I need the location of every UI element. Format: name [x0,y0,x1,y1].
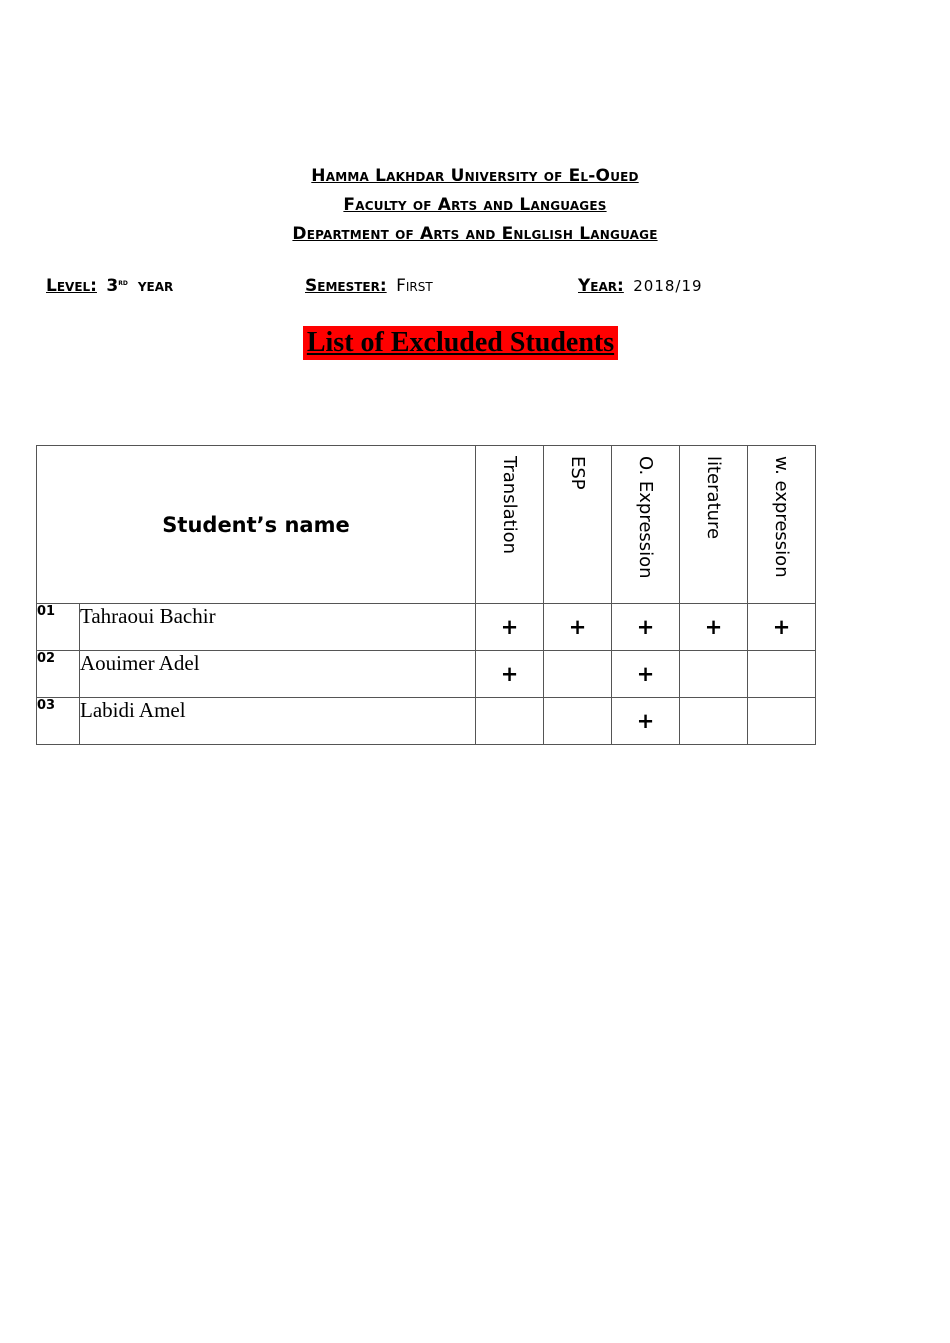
exclusion-mark [680,651,748,698]
subject-label: O. Expression [635,456,657,579]
year-label: Year: [578,276,624,296]
subject-label: Translation [499,456,521,555]
exclusion-mark: + [476,604,544,651]
year-field [578,276,703,296]
semester-value: First [396,276,433,296]
table-row [37,651,816,698]
excluded-students-table [36,445,816,745]
level-suffix: rd [118,278,128,288]
exclusion-mark: + [612,604,680,651]
semester-field [305,276,433,296]
student-name: Tahraoui Bachir [80,604,476,651]
row-number: 01 [37,604,80,651]
page-title: List of Excluded Students [303,326,618,360]
subject-header-literature [680,446,748,604]
table-header-row [37,446,816,604]
exclusion-mark [476,698,544,745]
exclusion-mark: + [612,698,680,745]
exclusion-mark: + [748,604,816,651]
exclusion-mark: + [476,651,544,698]
exclusion-mark [748,698,816,745]
subject-header-written-expression [748,446,816,604]
level-label: Level: [46,276,97,296]
exclusion-mark: + [680,604,748,651]
meta-row [0,276,950,302]
row-number: 03 [37,698,80,745]
subject-header-translation [476,446,544,604]
table-row [37,698,816,745]
level-number: 3 [106,276,119,296]
subject-label: w. expression [771,456,793,578]
semester-label: Semester: [305,276,387,296]
level-field [46,276,173,296]
exclusion-mark [748,651,816,698]
exclusion-mark [544,651,612,698]
student-name: Aouimer Adel [80,651,476,698]
year-value: 2018/19 [633,277,703,295]
university-name: Hamma Lakhdar University of El-Oued [311,166,639,186]
row-number: 02 [37,651,80,698]
subject-header-esp [544,446,612,604]
faculty-name: Faculty of Arts and Languages [343,195,607,215]
subject-label: ESP [567,456,589,490]
exclusion-mark: + [612,651,680,698]
exclusion-mark: + [544,604,612,651]
table-row [37,604,816,651]
exclusion-mark [680,698,748,745]
student-name: Labidi Amel [80,698,476,745]
department-name: Department of Arts and Enlglish Language [292,224,658,244]
subject-label: literature [703,456,725,540]
student-name-header: Student’s name [37,446,476,604]
level-word: year [137,276,174,296]
exclusion-mark [544,698,612,745]
subject-header-oral-expression [612,446,680,604]
